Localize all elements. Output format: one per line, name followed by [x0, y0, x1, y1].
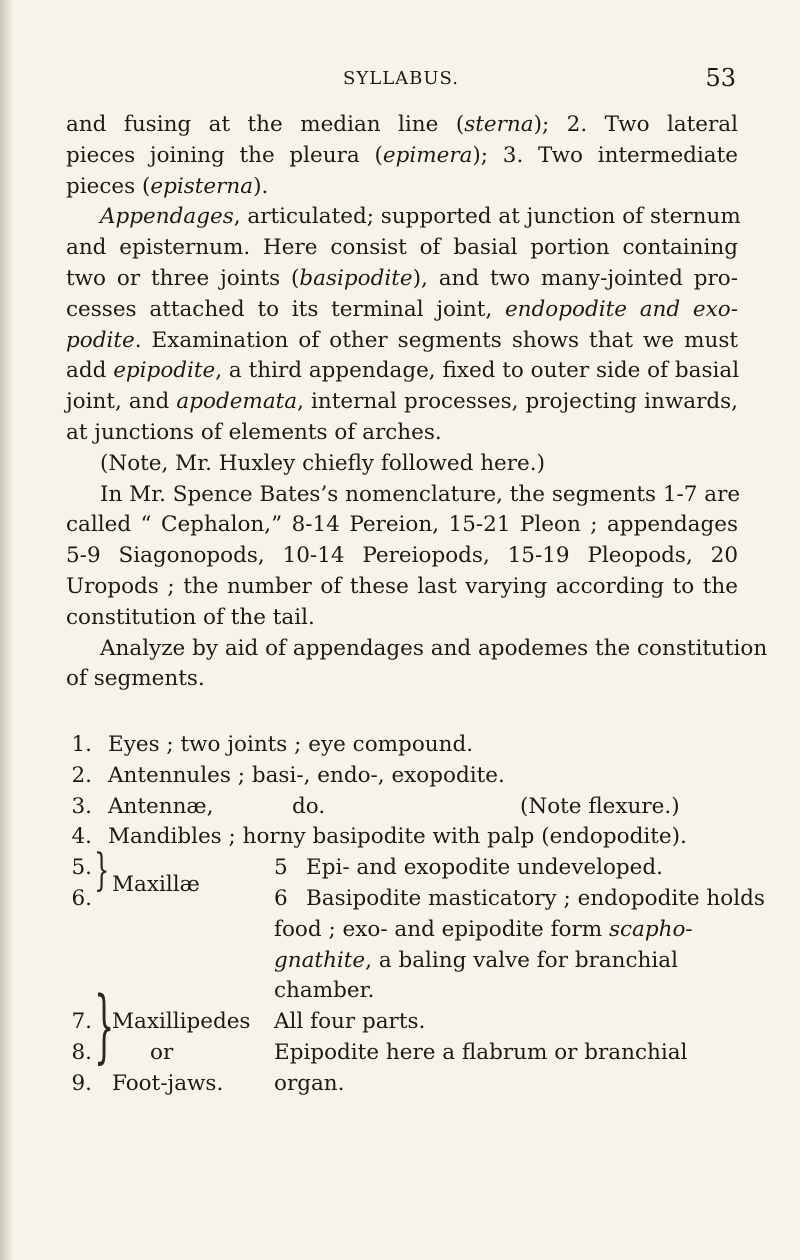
list-item: 7. Maxillipedes All four parts.	[71, 1009, 426, 1035]
list-item: 9. Foot-jaws. organ.	[71, 1070, 345, 1096]
text-line: podite. Examination of other segments shows that we must	[66, 327, 738, 353]
brace-5-6: }	[94, 845, 110, 896]
text-line: at junctions of elements of arches.	[66, 419, 442, 445]
list-item: 3. Antennæ, do. (Note flexure.)	[71, 793, 680, 819]
text-line: (Note, Mr. Huxley chiefly followed here.)	[100, 450, 546, 476]
text-line: Analyze by aid of appendages and apodemes the constitution	[100, 635, 768, 661]
text-line: two or three joints (basipodite), and two many-jointed pro-	[66, 265, 738, 291]
list-item-continuation: chamber.	[274, 978, 375, 1004]
text-line: Appendages, articulated; supported at junction of sternum	[100, 204, 741, 230]
list-item: 6. 6 Basipodite masticatory ; endopodite holds	[71, 885, 765, 911]
text-line: and fusing at the median line (sterna); 2. Two lateral	[66, 112, 738, 137]
book-spine-shadow	[0, 0, 14, 1260]
list-item: 2. Antennules ; basi-, endo-, exopodite.	[71, 762, 505, 788]
running-head: SYLLABUS.	[343, 68, 459, 89]
text-line: 5-9 Siagonopods, 10-14 Pereiopods, 15-19 Pleopods, 20	[66, 543, 738, 569]
text-line: cesses attached to its terminal joint, endopodite and exo-	[66, 296, 738, 322]
text-line: of segments.	[66, 666, 205, 692]
text-line: constitution of the tail.	[66, 604, 315, 630]
list-item: 4. Mandibles ; horny basipodite with palp (endopodite).	[71, 824, 687, 850]
page-number: 53	[705, 64, 736, 92]
list-item: 8. or Epipodite here a flabrum or branchial	[71, 1039, 688, 1065]
page-header	[66, 64, 736, 94]
text-line: pieces (episterna).	[66, 173, 269, 199]
text-line: pieces joining the pleura (epimera); 3. Two intermediate	[66, 142, 738, 168]
text-line: In Mr. Spence Bates’s nomenclature, the segments 1-7 are	[100, 481, 741, 507]
body-text	[66, 110, 768, 695]
list-item: 5. 5 Epi- and exopodite undeveloped.	[71, 855, 663, 881]
maxillae-label: Maxillæ	[112, 872, 200, 897]
list-item: 1. Eyes ; two joints ; eye compound.	[71, 732, 474, 757]
text-line: Uropods ; the number of these last varying according to the	[66, 573, 738, 599]
text-line: called “ Cephalon,” 8-14 Pereion, 15-21 Pleon ; appendages	[66, 512, 738, 538]
brace-7-9: }	[94, 979, 115, 1072]
appendage-list	[66, 730, 765, 1100]
text-line: and episternum. Here consist of basial portion containing	[66, 235, 738, 261]
list-item-continuation: food ; exo- and epipodite form scapho-	[274, 916, 693, 942]
text-line: joint, and apodemata, internal processes, projecting inwards,	[66, 389, 738, 415]
text-line: add epipodite, a third appendage, fixed to outer side of basial	[66, 358, 740, 384]
list-item-continuation: gnathite, a baling valve for branchial	[274, 947, 678, 973]
